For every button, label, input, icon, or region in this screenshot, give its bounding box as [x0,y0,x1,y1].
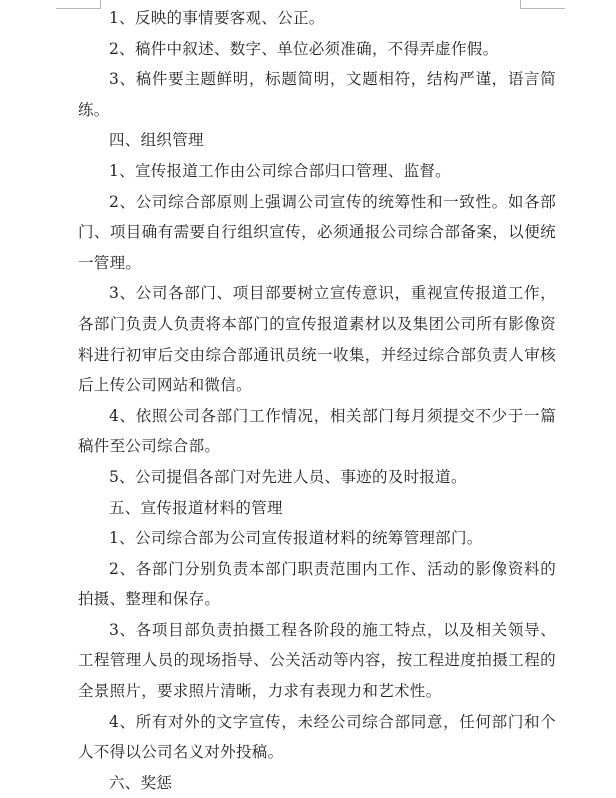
paragraph: 2、稿件中叙述、数字、单位必须准确，不得弄虚作假。 [109,39,499,58]
paragraph: 3、稿件要主题鲜明，标题简明，文题相符，结构严谨，语言简练。 [78,70,556,119]
paragraph: 4、所有对外的文字宣传，未经公司综合部同意，任何部门和个人不得以公司名义对外投稿。 [78,712,556,762]
paragraph: 3、各项目部负责拍摄工程各阶段的施工特点，以及相关领导、工程管理人员的现场指导、公关活动等内容，按工程进度拍摄工程的全景照片，要求照片清晰，力求有表现力和艺术性。 [78,620,556,701]
paragraph: 2、公司综合部原则上强调公司宣传的统筹性和一致性。如各部门、项目确有需要自行组织宣传，必须通报公司综合部备案，以便统一管理。 [78,192,556,272]
paragraph: 1、公司综合部为公司宣传报道材料的统筹管理部门。 [109,529,483,548]
paragraph: 3、公司各部门、项目部要树立宣传意识，重视宣传报道工作，各部门负责人负责将本部门的宣传报道素材以及集团公司所有影像资料进行初审后交由综合部通讯员统一收集，并经过综合部负责人审核后上传公司网站和微信。 [78,284,556,395]
paragraph: 1、宣传报道工作由公司综合部归口管理、监督。 [109,161,451,180]
section-heading: 五、宣传报道材料的管理 [109,498,283,517]
section-heading: 六、奖惩 [109,773,173,792]
paragraph: 1、反映的事情要客观、公正。 [109,9,325,27]
paragraph: 4、依照公司各部门工作情况，相关部门每月须提交不少于一篇稿件至公司综合部。 [78,406,556,456]
paragraph: 5、公司提倡各部门对先进人员、事迹的及时报道。 [109,467,467,486]
document-body [78,0,556,798]
paragraph: 2、各部门分别负责本部门职责范围内工作、活动的影像资料的拍摄、整理和保存。 [78,559,556,609]
section-heading: 四、组织管理 [109,131,204,150]
